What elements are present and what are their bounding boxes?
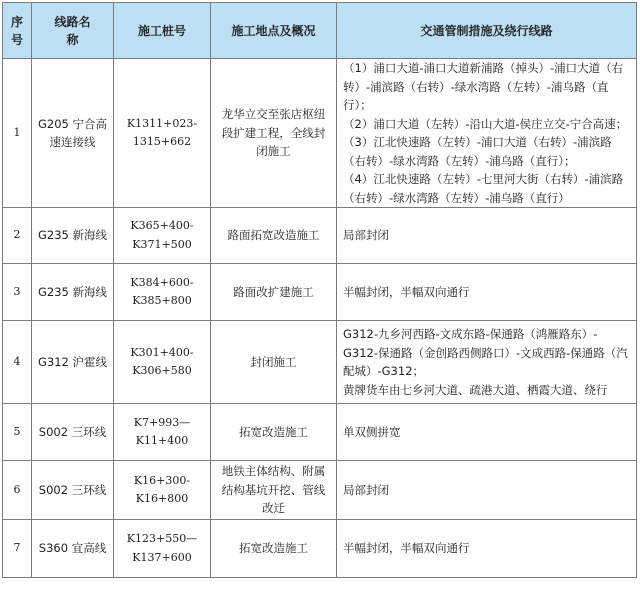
row-stake: K384+600-K385+800 xyxy=(114,264,211,321)
row-stake: K1311+023-1315+662 xyxy=(114,59,211,208)
row-no: 6 xyxy=(3,461,32,520)
row-route: S002 三环线 xyxy=(32,404,114,461)
row-site: 封闭施工 xyxy=(211,321,337,404)
measure-line: 黄牌货车由七乡河大道、疏港大道、栖霞大道、绕行 xyxy=(343,382,608,397)
construction-table-container xyxy=(2,2,637,578)
table-header-row xyxy=(3,3,637,59)
row-route: S360 宜高线 xyxy=(32,520,114,578)
measure-line: 局部封闭 xyxy=(343,482,389,497)
row-site: 路面拓宽改造施工 xyxy=(211,208,337,264)
row-no: 7 xyxy=(3,520,32,578)
row-route: G235 新海线 xyxy=(32,264,114,321)
row-route: G235 新海线 xyxy=(32,208,114,264)
row-measures xyxy=(337,404,637,461)
header-no: 序号 xyxy=(3,3,32,59)
row-site: 路面改扩建施工 xyxy=(211,264,337,321)
row-no: 2 xyxy=(3,208,32,264)
row-stake: K16+300-K16+800 xyxy=(114,461,211,520)
measure-line: 局部封闭 xyxy=(343,228,389,243)
row-stake: K365+400-K371+500 xyxy=(114,208,211,264)
row-no: 4 xyxy=(3,321,32,404)
construction-table xyxy=(2,2,637,578)
table-row xyxy=(3,404,637,461)
header-route: 线路名称 xyxy=(32,3,114,59)
row-stake: K301+400-K306+580 xyxy=(114,321,211,404)
row-measures xyxy=(337,59,637,208)
table-row xyxy=(3,208,637,264)
table-row xyxy=(3,264,637,321)
table-row xyxy=(3,321,637,404)
row-route: G205 宁合高速连接线 xyxy=(32,59,114,208)
measure-line: 半幅封闭，半幅双向通行 xyxy=(343,541,470,556)
measure-line: （3）江北快速路（左转）-浦口大道（右转）-浦滨路（右转）-绿水湾路（左转）-浦乌路（直行）； xyxy=(343,135,612,168)
table-row xyxy=(3,461,637,520)
row-route: G312 沪霍线 xyxy=(32,321,114,404)
row-site: 拓宽改造施工 xyxy=(211,404,337,461)
row-measures xyxy=(337,208,637,264)
row-route: S002 三环线 xyxy=(32,461,114,520)
row-stake: K7+993—K11+400 xyxy=(114,404,211,461)
row-stake: K123+550—K137+600 xyxy=(114,520,211,578)
measure-line: （1）浦口大道-浦口大道新浦路（掉头）-浦口大道（右转）-浦滨路（右转）-绿水湾路（左转）-浦乌路（直行）； xyxy=(343,61,624,112)
measure-line: （4）江北快速路（左转）-七里河大街（右转）-浦滨路（右转）-绿水湾路（左转）-浦乌路（直行） xyxy=(343,172,624,205)
measure-line: G312-九乡河西路-文成东路-保通路（鸿雁路东）-G312-保通路（金创路西侧路口）-文成西路-保通路（汽配城）-G312； xyxy=(343,327,628,378)
table-row xyxy=(3,520,637,578)
measure-line: （2）浦口大道（左转）-沿山大道-侯庄立交-宁合高速； xyxy=(343,116,628,131)
row-site: 龙华立交至张店枢纽段扩建工程，全线封闭施工 xyxy=(211,59,337,208)
header-measures: 交通管制措施及绕行线路 xyxy=(337,3,637,59)
row-no: 3 xyxy=(3,264,32,321)
measure-line: 单双侧拼宽 xyxy=(343,424,401,439)
row-site: 地铁主体结构、附属结构基坑开挖、管线改迁 xyxy=(211,461,337,520)
row-no: 5 xyxy=(3,404,32,461)
row-measures xyxy=(337,461,637,520)
header-stake: 施工桩号 xyxy=(114,3,211,59)
table-row xyxy=(3,59,637,208)
header-site: 施工地点及概况 xyxy=(211,3,337,59)
row-site: 拓宽改造施工 xyxy=(211,520,337,578)
row-measures xyxy=(337,321,637,404)
row-no: 1 xyxy=(3,59,32,208)
row-measures xyxy=(337,520,637,578)
row-measures xyxy=(337,264,637,321)
measure-line: 半幅封闭，半幅双向通行 xyxy=(343,284,470,299)
